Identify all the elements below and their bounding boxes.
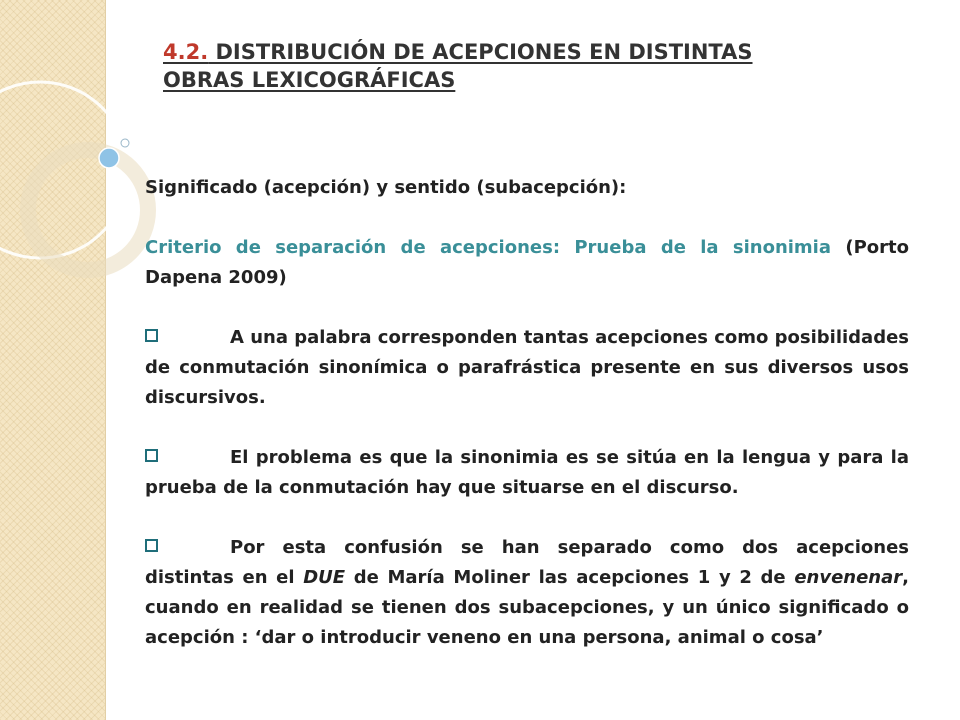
bullet-3-part2: de María Moliner las acepciones 1 y 2 de bbox=[353, 567, 786, 588]
section-heading: Significado (acepción) y sentido (subacepción): bbox=[145, 177, 627, 198]
decorative-left-band bbox=[0, 0, 106, 720]
bullet-2-text: El problema es que la sinonimia es se sitúa en la lengua y para la prueba de la conmutación hay que situarse en el discurso. bbox=[145, 447, 909, 498]
bullet-3-part1: Por esta confusión se han separado como dos acepciones distintas en el bbox=[145, 537, 909, 588]
bullet-1-text: A una palabra corresponden tantas acepciones como posibilidades de conmutación sinonímica o parafrástica presente en sus diversos usos discursivos. bbox=[145, 327, 909, 408]
criterio-paragraph bbox=[145, 233, 909, 293]
title-line1: DISTRIBUCIÓN DE ACEPCIONES EN DISTINTAS bbox=[215, 40, 753, 64]
square-bullet-icon bbox=[145, 329, 158, 342]
criterio-citation: (Porto Dapena 2009) bbox=[145, 237, 909, 288]
square-bullet-icon bbox=[145, 539, 158, 552]
page-title bbox=[163, 38, 863, 94]
bullet-3-italic-envenenar: envenenar bbox=[794, 567, 903, 588]
tiny-ring bbox=[121, 139, 129, 147]
title-line2: OBRAS LEXICOGRÁFICAS bbox=[163, 68, 456, 92]
square-bullet-icon bbox=[145, 449, 158, 462]
title-number: 4.2. bbox=[163, 40, 209, 64]
slide-content bbox=[145, 173, 909, 653]
bullet-3-part3: , cuando en realidad se tienen dos subacepciones, y un único significado o acepción : ‘dar o introducir veneno en una persona, animal o cosa’ bbox=[145, 567, 909, 648]
bullet-item-1 bbox=[145, 323, 909, 413]
criterio-highlight: Criterio de separación de acepciones: Prueba de la sinonimia bbox=[145, 237, 832, 258]
bullet-3-italic-due: DUE bbox=[303, 567, 346, 588]
bullet-item-2 bbox=[145, 443, 909, 503]
bullet-item-3 bbox=[145, 533, 909, 653]
